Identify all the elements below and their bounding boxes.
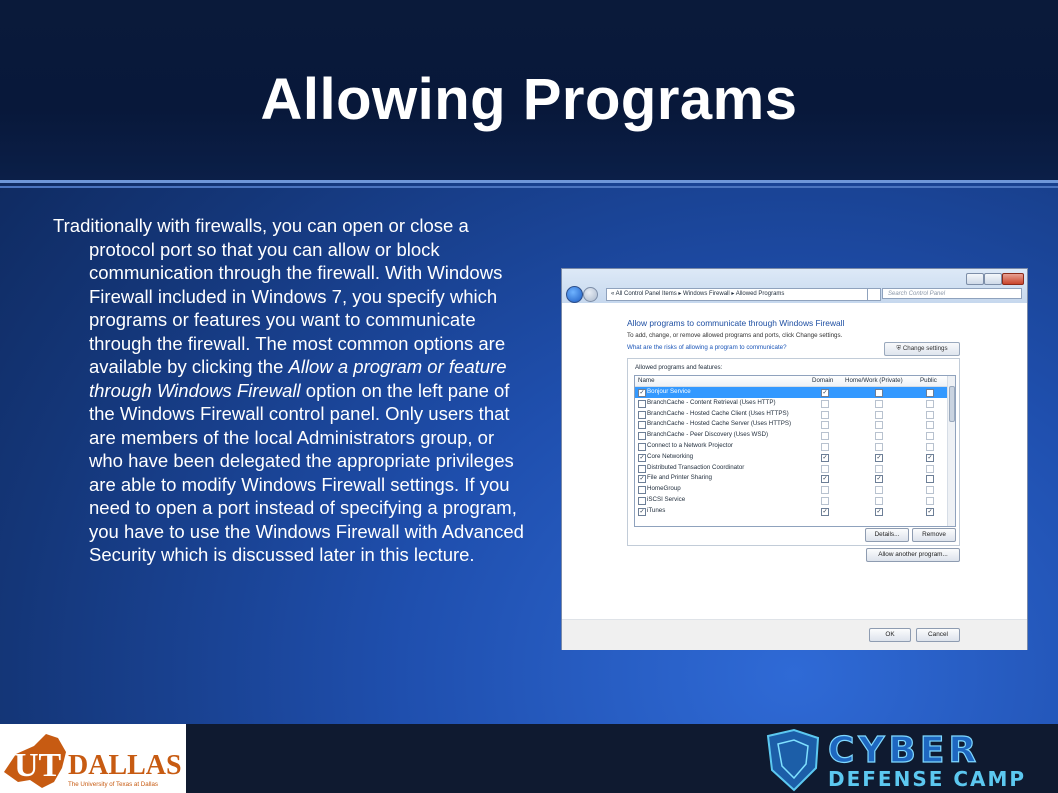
checkbox-domain[interactable] — [821, 486, 829, 494]
list-item[interactable] — [635, 452, 947, 463]
checkbox-public[interactable] — [926, 432, 934, 440]
list-item[interactable] — [635, 473, 947, 484]
cancel-button[interactable]: Cancel — [916, 628, 960, 642]
checkbox-home[interactable]: ✓ — [876, 454, 882, 461]
program-name: HomeGroup — [647, 485, 681, 493]
col-name[interactable]: Name — [638, 377, 655, 384]
title-divider — [0, 180, 1058, 183]
window-heading: Allow programs to communicate through Windows Firewall — [627, 318, 845, 328]
checkbox-public[interactable]: ✓ — [927, 454, 933, 461]
group-label: Allowed programs and features: — [635, 364, 723, 371]
window-subtext: To add, change, or remove allowed programs and ports, click Change settings. — [627, 332, 843, 339]
allow-another-program-button[interactable]: Allow another program... — [866, 548, 960, 562]
col-public[interactable]: Public — [920, 377, 937, 384]
shield-icon: ⛨ — [896, 345, 903, 352]
checkbox-public[interactable] — [926, 400, 934, 408]
list-item[interactable] — [635, 506, 947, 517]
program-name: File and Printer Sharing — [647, 474, 713, 482]
checkbox-home[interactable] — [875, 421, 883, 429]
checkbox-public[interactable] — [926, 475, 934, 483]
checkbox-public[interactable] — [926, 411, 934, 419]
program-name: BranchCache - Peer Discovery (Uses WSD) — [647, 431, 769, 439]
checkbox-home[interactable] — [875, 432, 883, 440]
utd-ut-mark: UT — [14, 747, 62, 784]
checkbox-home[interactable] — [875, 497, 883, 505]
checkbox-domain[interactable] — [821, 497, 829, 505]
body-italic: Allow a program or feature through Windows Firewall — [89, 356, 507, 401]
program-name: BranchCache - Content Retrieval (Uses HTTP) — [647, 398, 776, 406]
checkbox-domain[interactable]: ✓ — [822, 454, 828, 461]
checkbox-enabled[interactable]: ✓ — [639, 454, 645, 461]
cyber-logo-graphic — [760, 728, 1058, 793]
checkbox-domain[interactable] — [821, 432, 829, 440]
utd-wordmark: DALLAS — [68, 750, 182, 781]
utd-tagline: The University of Texas at Dallas — [68, 781, 158, 788]
checkbox-public[interactable] — [926, 486, 934, 494]
minimize-button[interactable] — [966, 273, 984, 285]
checkbox-home[interactable] — [875, 389, 883, 397]
program-name: Distributed Transaction Coordinator — [647, 463, 745, 471]
firewall-window-screenshot — [561, 268, 1028, 650]
program-name: Bonjour Service — [647, 388, 691, 395]
change-settings-button[interactable] — [884, 342, 960, 356]
checkbox-enabled[interactable] — [638, 443, 646, 451]
col-domain[interactable]: Domain — [812, 377, 834, 384]
checkbox-home[interactable] — [875, 465, 883, 473]
list-item[interactable] — [635, 495, 947, 506]
change-settings-label: Change settings — [902, 345, 948, 352]
checkbox-home[interactable]: ✓ — [876, 508, 882, 515]
checkbox-enabled[interactable] — [638, 400, 646, 408]
maximize-button[interactable] — [984, 273, 1002, 285]
slide-body — [53, 214, 533, 567]
checkbox-public[interactable] — [926, 443, 934, 451]
slide-title: Allowing Programs — [260, 67, 798, 132]
allowed-programs-group — [627, 358, 960, 546]
list-item[interactable] — [635, 430, 947, 441]
cyber-defense-camp-logo — [760, 728, 1058, 793]
checkbox-enabled[interactable] — [638, 465, 646, 473]
list-item[interactable] — [635, 409, 947, 420]
risks-link[interactable]: What are the risks of allowing a program to communicate? — [627, 344, 787, 351]
checkbox-home[interactable] — [875, 486, 883, 494]
utd-logo-graphic — [0, 724, 186, 793]
program-name: BranchCache - Hosted Cache Server (Uses HTTPS) — [647, 420, 792, 428]
checkbox-domain[interactable] — [821, 421, 829, 429]
programs-list[interactable] — [634, 375, 956, 527]
checkbox-enabled[interactable] — [638, 486, 646, 494]
list-item[interactable] — [635, 419, 947, 430]
checkbox-public[interactable] — [926, 497, 934, 505]
checkbox-enabled[interactable] — [638, 411, 646, 419]
checkbox-enabled[interactable]: ✓ — [639, 508, 645, 515]
back-arrow-icon[interactable] — [566, 286, 583, 303]
program-name: BranchCache - Hosted Cache Client (Uses HTTPS) — [647, 409, 789, 417]
checkbox-home[interactable] — [875, 443, 883, 451]
search-input[interactable]: Search Control Panel — [882, 288, 1022, 299]
checkbox-public[interactable] — [926, 465, 934, 473]
cyber-wordmark: CYBER — [828, 730, 981, 771]
details-button[interactable]: Details... — [865, 528, 909, 542]
title-divider-secondary — [0, 186, 1058, 188]
checkbox-domain[interactable] — [821, 443, 829, 451]
list-item[interactable] — [635, 398, 947, 409]
checkbox-enabled[interactable] — [638, 432, 646, 440]
list-item[interactable] — [635, 484, 947, 495]
list-item[interactable] — [635, 441, 947, 452]
checkbox-home[interactable]: ✓ — [876, 476, 882, 483]
list-item[interactable] — [635, 463, 947, 474]
checkbox-domain[interactable] — [821, 465, 829, 473]
ok-button[interactable]: OK — [869, 628, 911, 642]
checkbox-enabled[interactable]: ✓ — [639, 390, 645, 396]
checkbox-domain[interactable]: ✓ — [822, 476, 828, 483]
window-content — [562, 303, 1027, 649]
checkbox-enabled[interactable]: ✓ — [639, 476, 645, 483]
checkbox-domain[interactable]: ✓ — [822, 390, 828, 396]
defense-camp-wordmark: DEFENSE CAMP — [828, 767, 1027, 791]
program-name: iTunes — [647, 506, 666, 514]
checkbox-enabled[interactable] — [638, 497, 646, 505]
checkbox-home[interactable] — [875, 400, 883, 408]
checkbox-public[interactable]: ✓ — [927, 508, 933, 515]
body-paragraph — [53, 214, 533, 567]
checkbox-domain[interactable]: ✓ — [822, 508, 828, 515]
program-name: Core Networking — [647, 452, 694, 460]
utd-logo — [0, 724, 186, 793]
remove-button[interactable]: Remove — [912, 528, 956, 542]
close-button[interactable] — [1002, 273, 1024, 285]
dialog-button-bar — [562, 619, 1027, 650]
list-scrollbar[interactable] — [947, 376, 956, 526]
list-header — [635, 376, 947, 387]
checkbox-public[interactable] — [926, 421, 934, 429]
body-rest: option on the left pane of the Windows Firewall control panel. Only users that are members of the local Administrators group, or who have been delegated the appropriate privileges are able to modify Windows Firewall settings. If you need to open a port instead of specifying a program, you have to use the Windows Firewall with Advanced Security which is discussed later in this lecture. — [89, 379, 524, 565]
body-intro: Traditionally with firewalls, you can open or close a protocol port so that you can allow or block communication through the firewall. With Windows Firewall included in Windows 7, you specify which programs or features you want to communicate through the firewall. The most common options are available by clicking the — [53, 215, 506, 377]
window-chrome — [562, 269, 1027, 303]
forward-arrow-icon[interactable] — [583, 287, 598, 302]
checkbox-domain[interactable] — [821, 400, 829, 408]
list-item[interactable] — [635, 387, 947, 398]
refresh-icon[interactable] — [867, 288, 881, 301]
checkbox-enabled[interactable] — [638, 421, 646, 429]
checkbox-home[interactable] — [875, 411, 883, 419]
checkbox-domain[interactable] — [821, 411, 829, 419]
program-name: Connect to a Network Projector — [647, 442, 733, 449]
address-bar[interactable]: « All Control Panel Items ▸ Windows Firewall ▸ Allowed Programs — [606, 288, 870, 301]
col-home[interactable]: Home/Work (Private) — [845, 377, 903, 384]
checkbox-public[interactable] — [926, 389, 934, 397]
program-name: iSCSI Service — [647, 496, 686, 503]
scroll-thumb[interactable] — [949, 386, 955, 422]
